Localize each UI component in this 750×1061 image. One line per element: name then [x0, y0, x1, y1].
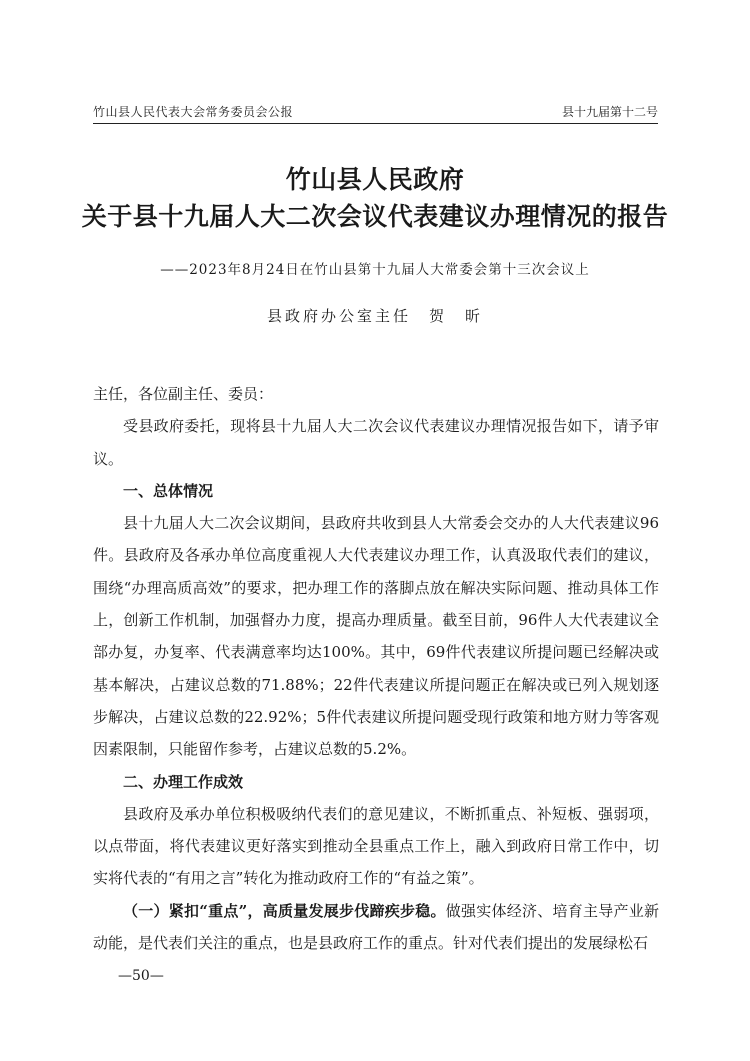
bulletin-name: 竹山县人民代表大会常务委员会公报	[93, 105, 294, 119]
page-number: —50—	[118, 968, 164, 984]
section2-paragraph: 县政府及承办单位积极吸纳代表们的意见建议，不断抓重点、补短板、强弱项，以点带面，将代表建议更好落实到推动全县重点工作上，融入到政府日常工作中，切实将代表的“有用之言”转化为推动政府工作的“有益之策”。	[93, 804, 659, 888]
section1-paragraph: 县十九届人大二次会议期间，县政府共收到县人大常委会交办的人大代表建议96件。县政府及各承办单位高度重视人大代表建议办理工作，认真汲取代表们的建议，围绕“办理高质高效”的要求，把办理工作的落脚点放在解决实际问题、推动具体工作上，创新工作机制，加强督办力度，提高办理质量。截至目前，96件人大代表建议全部办复，办复率、代表满意率均达100%。其中，69件代表建议所提问题已经解决或基本解决，占建议总数的71.88%；22件代表建议所提问题正在解决或已列入规划逐步解决，占建议总数的22.92%；5件代表建议所提问题受现行政策和地方财力等客观因素限制，只能留作参考，占建议总数的5.2%。	[93, 514, 659, 759]
intro-paragraph: 受县政府委托，现将县十九届人大二次会议代表建议办理情况报告如下，请予审议。	[93, 417, 659, 468]
header-divider	[93, 123, 658, 124]
issue-number: 县十九届第十二号	[561, 105, 658, 119]
report-title-line2: 关于县十九届人大二次会议代表建议办理情况的报告	[81, 202, 669, 231]
report-subtitle: ——2023年8月24日在竹山县第十九届人大常委会第十三次会议上	[160, 262, 590, 278]
item1-text: 做强实体经济、培育主导产业新动能，是代表们关注的重点，也是县政府工作的重点。针对代表们提出的发展绿松石	[93, 901, 659, 953]
report-author: 县政府办公室主任 贺 昕	[266, 307, 483, 325]
section2-heading: 二、办理工作成效	[123, 772, 244, 791]
report-body	[93, 378, 659, 959]
report-title-line1: 竹山县人民政府	[285, 165, 465, 194]
salutation: 主任，各位副主任、委员：	[93, 385, 274, 403]
item1-paragraph	[93, 895, 659, 960]
item1-lead: （一）紧扣“重点”，高质量发展步伐蹄疾步稳。	[123, 901, 446, 920]
section1-heading: 一、总体情况	[123, 481, 214, 500]
